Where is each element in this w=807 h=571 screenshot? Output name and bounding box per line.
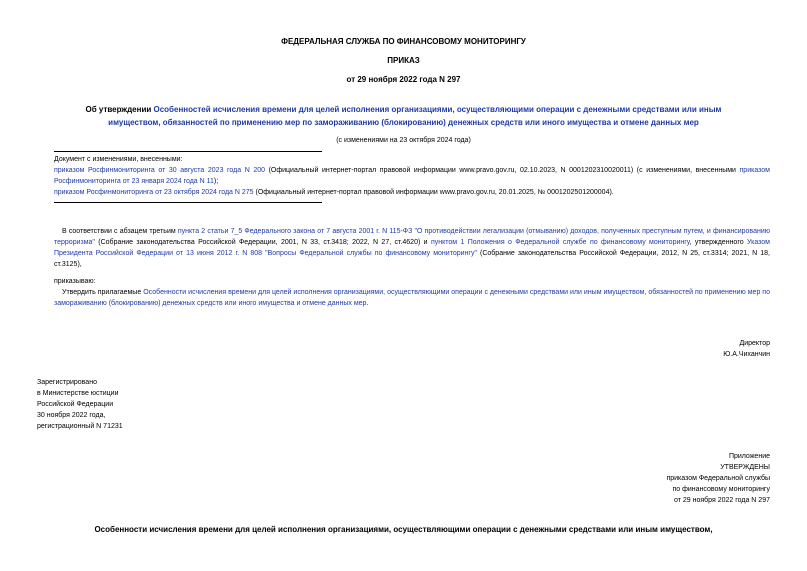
p2-text-a: Утвердить прилагаемые <box>62 289 144 296</box>
p1-text-b: (Собрание законодательства Российской Федерации, 2001, N 33, ст.3418; 2022, N 27, ст.4620) и <box>94 239 431 246</box>
amendment-link-11b[interactable]: Росфинмониторинга от 23 января 2024 года N 11 <box>54 178 214 185</box>
agency-name: ФЕДЕРАЛЬНАЯ СЛУЖБА ПО ФИНАНСОВОМУ МОНИТОРИНГУ <box>281 37 526 46</box>
registration-line-4: 30 ноября 2022 года, <box>37 412 106 419</box>
appendix-line-5: от 29 ноября 2022 года N 297 <box>674 497 770 504</box>
amendment-item-2 <box>54 187 770 198</box>
document-title <box>0 103 807 129</box>
amendment-item-1 <box>54 165 770 187</box>
signatory-position: Директор <box>739 340 770 347</box>
appendix-line-4: по финансовому мониторингу <box>672 486 770 493</box>
features-link[interactable]: Особенности исчисления времени для целей исполнения организациями, осуществляющими операции с денежными средствами или иным имуществом, обязанностей по применению мер по замораживанию (блокированию) денежных средств или иного имущества и отмене данных мер <box>54 289 770 307</box>
divider-bottom <box>54 202 322 203</box>
document-date-number: от 29 ноября 2022 года N 297 <box>346 75 461 84</box>
approval-paragraph <box>54 287 770 309</box>
amendment-text-2: (Официальный интернет-портал правовой информации www.pravo.gov.ru, 20.01.2025, № 0001202501200004). <box>253 189 614 196</box>
amendment-link-200[interactable]: приказом Росфинмониторинга от 30 августа 2023 года N 200 <box>54 167 266 174</box>
law-115-link[interactable]: пункта 2 статьи 7_5 Федерального закона от 7 августа 2001 г. N 115-ФЗ "О противодействии легализации (отмыванию) доходов, полученных преступным путем, и финансированию терроризма" <box>54 228 770 246</box>
title-link-cont[interactable]: имуществом, обязанностей по применению мер по замораживанию (блокированию) денежных средств или иного имущества и отмене данных мер <box>108 118 699 127</box>
decree-808-link[interactable]: Указом Президента Российской Федерации от 13 июня 2012 г. N 808 "Вопросы Федеральной службы по финансовому мониторингу" <box>54 239 770 257</box>
features-title: Особенности исчисления времени для целей исполнения организациями, осуществляющими операции с денежными средствами или иным имуществом, <box>94 525 713 534</box>
title-prefix: Об утверждении <box>85 105 154 114</box>
registration-line-1: Зарегистрировано <box>37 379 97 386</box>
registration-line-3: Российской Федерации <box>37 401 114 408</box>
appendix-line-1: Приложение <box>728 453 770 460</box>
p1-text-a: В соответствии с абзацем третьим <box>62 228 178 235</box>
title-link[interactable]: Особенностей исчисления времени для целей исполнения организациями, осуществляющими операции с денежными средствами или иным <box>153 105 722 114</box>
amendment-link-275[interactable]: приказом Росфинмониторинга от 23 октября 2024 года N 275 <box>54 189 254 196</box>
amendment-text-1: (Официальный интернет-портал правовой информации www.pravo.gov.ru, 02.10.2023, N 0001202310020011) (с изменениями, внесенными <box>265 167 740 174</box>
p1-text-c: , утвержденного <box>689 239 747 246</box>
changes-note: (с изменениями на 23 октября 2024 года) <box>336 137 471 144</box>
appendix-line-2: УТВЕРЖДЕНЫ <box>720 464 770 471</box>
registration-line-5: регистрационный N 71231 <box>37 423 123 430</box>
amendments-heading: Документ с изменениями, внесенными: <box>54 156 183 163</box>
amendment-link-11a[interactable]: приказом <box>739 167 770 174</box>
appendix-line-3: приказом Федеральной службы <box>666 475 770 482</box>
order-word: приказываю: <box>54 278 96 285</box>
document-type: ПРИКАЗ <box>387 56 420 65</box>
regulation-link[interactable]: пунктом 1 Положения о Федеральной службе по финансовому мониторингу <box>430 239 690 246</box>
divider-top <box>54 151 322 152</box>
amendment-end-1: ); <box>213 178 219 185</box>
registration-line-2: в Министерстве юстиции <box>37 390 119 397</box>
p2-text-b: . <box>366 300 369 307</box>
signatory-name: Ю.А.Чиханчин <box>723 351 770 358</box>
p1-text-d: (Собрание законодательства Российской Федерации, 2012, N 25, ст.3314; 2021, N 18, ст.3125), <box>54 250 770 268</box>
preamble-paragraph <box>54 226 770 270</box>
